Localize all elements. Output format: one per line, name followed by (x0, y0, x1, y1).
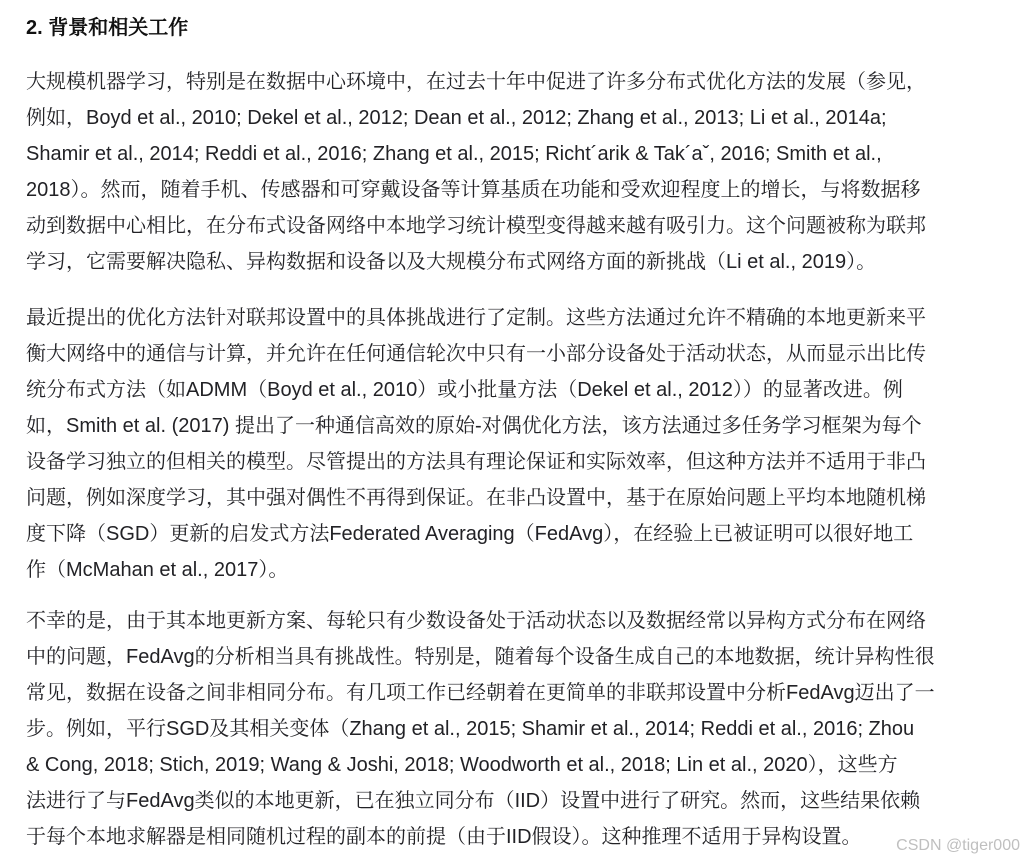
text-line: 最近提出的优化方法针对联邦设置中的具体挑战进行了定制。这些方法通过允许不精确的本地更新来平 (26, 307, 926, 329)
text-line: 动到数据中心相比，在分布式设备网络中本地学习统计模型变得越来越有吸引力。这个问题被称为联邦 (26, 215, 926, 237)
text-line: 设备学习独立的但相关的模型。尽管提出的方法具有理论保证和实际效率，但这种方法并不适用于非凸 (26, 451, 926, 473)
text-line: 例如，Boyd et al., 2010; Dekel et al., 2012; Dean et al., 2012; Zhang et al., 2013; Li et al., 2014a; (26, 107, 887, 129)
text-line: 统分布式方法（如ADMM（Boyd et al., 2010）或小批量方法（Dekel et al., 2012））的显著改进。例 (26, 379, 903, 401)
text-line: 大规模机器学习，特别是在数据中心环境中，在过去十年中促进了许多分布式优化方法的发展（参见， (26, 71, 926, 93)
text-line: 学习，它需要解决隐私、异构数据和设备以及大规模分布式网络方面的新挑战（Li et al., 2019）。 (26, 251, 877, 273)
text-line: 问题，例如深度学习，其中强对偶性不再得到保证。在非凸设置中，基于在原始问题上平均本地随机梯 (26, 487, 926, 509)
text-line: 于每个本地求解器是相同随机过程的副本的前提（由于IID假设）。这种推理不适用于异构设置。 (26, 826, 862, 848)
watermark: CSDN @tiger000 (896, 837, 1020, 854)
text-line: 常见，数据在设备之间非相同分布。有几项工作已经朝着在更简单的非联邦设置中分析FedAvg迈出了一 (26, 682, 935, 704)
paragraph-3 (26, 603, 1016, 855)
paragraph-1 (26, 64, 1016, 280)
text-line: 2018）。然而，随着手机、传感器和可穿戴设备等计算基质在功能和受欢迎程度上的增长，与将数据移 (26, 179, 921, 201)
text-line: 法进行了与FedAvg类似的本地更新，已在独立同分布（IID）设置中进行了研究。然而，这些结果依赖 (26, 790, 921, 812)
text-line: 衡大网络中的通信与计算，并允许在任何通信轮次中只有一小部分设备处于活动状态，从而显示出比传 (26, 343, 926, 365)
text-line: 不幸的是，由于其本地更新方案、每轮只有少数设备处于活动状态以及数据经常以异构方式分布在网络 (26, 610, 926, 632)
text-line: 中的问题，FedAvg的分析相当具有挑战性。特别是，随着每个设备生成自己的本地数据，统计异构性很 (26, 646, 935, 668)
text-line: 度下降（SGD）更新的启发式方法Federated Averaging（FedAvg），在经验上已被证明可以很好地工 (26, 523, 914, 545)
text-line: 作（McMahan et al., 2017）。 (26, 559, 289, 581)
section-heading: 2. 背景和相关工作 (26, 17, 189, 39)
text-line: Shamir et al., 2014; Reddi et al., 2016; Zhang et al., 2015; Richt´arik & Tak´aˇ, 2016; Smith et al., (26, 143, 882, 165)
text-line: & Cong, 2018; Stich, 2019; Wang & Joshi, 2018; Woodworth et al., 2018; Lin et al., 2020），这些方 (26, 754, 898, 776)
text-line: 步。例如，平行SGD及其相关变体（Zhang et al., 2015; Shamir et al., 2014; Reddi et al., 2016; Zhou (26, 718, 915, 740)
text-line: 如，Smith et al. (2017) 提出了一种通信高效的原始-对偶优化方法，该方法通过多任务学习框架为每个 (26, 415, 922, 437)
paragraph-2 (26, 300, 1016, 588)
